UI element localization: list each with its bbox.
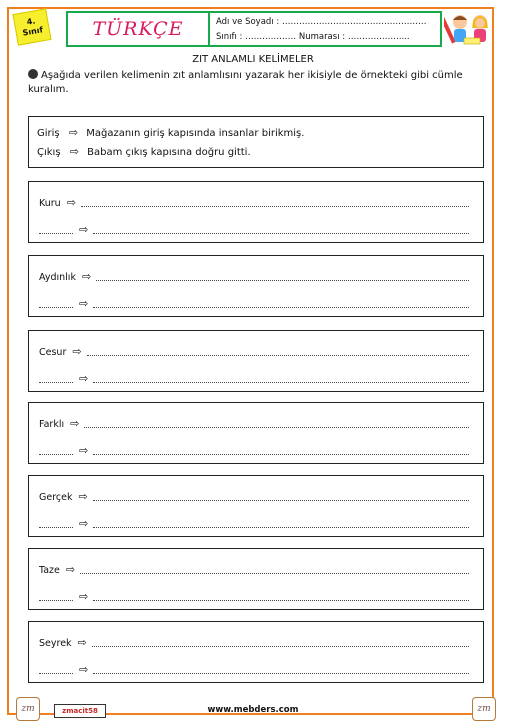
- antonym-blank[interactable]: [39, 445, 73, 455]
- subject-title: TÜRKÇE: [92, 18, 184, 40]
- antonym-row: [39, 223, 469, 236]
- exercise-box: [28, 181, 484, 243]
- zm-logo-left: zm: [16, 697, 40, 721]
- sentence-blank[interactable]: [93, 373, 469, 383]
- given-word: Cesur: [39, 347, 67, 358]
- sentence-blank[interactable]: [93, 224, 469, 234]
- example-word-1: Giriş: [37, 128, 60, 139]
- example-sentence-1: Mağazanın giriş kapısında insanlar birikmiş.: [86, 128, 305, 139]
- exercise-box: [28, 475, 484, 537]
- antonym-row: [39, 590, 469, 603]
- sentence-blank[interactable]: [93, 491, 469, 501]
- arrow-icon: ⇨: [70, 417, 80, 430]
- arrow-icon: ⇨: [79, 297, 89, 310]
- word-row: [39, 563, 469, 576]
- exercise-box: [28, 621, 484, 683]
- sentence-blank[interactable]: [92, 637, 469, 647]
- exercise-box: [28, 402, 484, 464]
- arrow-icon: ⇨: [79, 223, 89, 236]
- exercise-box: [28, 330, 484, 392]
- instruction-text: Aşağıda verilen kelimenin zıt anlamlısını yazarak her ikisiyle de örnekteki gibi cümle kuralım.: [28, 70, 463, 95]
- word-row: [39, 270, 469, 283]
- example-line-2: [37, 143, 475, 162]
- antonym-row: [39, 372, 469, 385]
- sentence-blank[interactable]: [93, 445, 469, 455]
- arrow-icon: ⇨: [68, 126, 79, 139]
- antonym-blank[interactable]: [39, 373, 73, 383]
- arrow-icon: ⇨: [79, 517, 89, 530]
- grade-number: 4.: [26, 16, 37, 27]
- word-row: [39, 417, 469, 430]
- word-row: [39, 196, 469, 209]
- footer-url: www.mebders.com: [207, 705, 299, 715]
- antonym-blank[interactable]: [39, 224, 73, 234]
- antonym-blank[interactable]: [39, 591, 73, 601]
- antonym-row: [39, 517, 469, 530]
- given-word: Kuru: [39, 198, 61, 209]
- antonym-blank[interactable]: [39, 298, 73, 308]
- sentence-blank[interactable]: [93, 518, 469, 528]
- antonym-row: [39, 444, 469, 457]
- word-row: [39, 490, 469, 503]
- antonym-row: [39, 297, 469, 310]
- arrow-icon: ⇨: [65, 563, 76, 576]
- sentence-blank[interactable]: [80, 564, 469, 574]
- arrow-icon: ⇨: [81, 270, 92, 283]
- given-word: Aydınlık: [39, 272, 76, 283]
- sentence-blank[interactable]: [87, 346, 469, 356]
- example-word-2: Çıkış: [37, 147, 61, 158]
- author-tag: zmacit58: [54, 704, 106, 718]
- sentence-blank[interactable]: [93, 664, 469, 674]
- name-field: Adı ve Soyadı : ……………………………………………: [216, 17, 427, 27]
- class-field: Sınıfı : ……………… Numarası : ………………....: [216, 32, 410, 42]
- sentence-blank[interactable]: [81, 197, 469, 207]
- arrow-icon: ⇨: [79, 444, 89, 457]
- example-line-1: [37, 124, 475, 143]
- word-row: [39, 636, 469, 649]
- arrow-icon: ⇨: [77, 636, 87, 649]
- sentence-blank[interactable]: [96, 271, 469, 281]
- word-row: [39, 345, 469, 358]
- student-info-box: [210, 11, 442, 47]
- sentence-blank[interactable]: [84, 418, 469, 428]
- antonym-row: [39, 663, 469, 676]
- given-word: Seyrek: [39, 638, 72, 649]
- antonym-blank[interactable]: [39, 518, 73, 528]
- exercise-box: [28, 548, 484, 610]
- given-word: Taze: [39, 565, 60, 576]
- arrow-icon: ⇨: [79, 372, 89, 385]
- kids-illustration-icon: [444, 10, 496, 48]
- zm-logo-right: zm: [472, 697, 496, 721]
- arrow-icon: ⇨: [66, 196, 76, 209]
- given-word: Gerçek: [39, 492, 73, 503]
- exercise-box: [28, 255, 484, 317]
- given-word: Farklı: [39, 419, 65, 430]
- flower-bullet-icon: [28, 69, 38, 79]
- sentence-blank[interactable]: [93, 591, 469, 601]
- arrow-icon: ⇨: [78, 490, 88, 503]
- arrow-icon: ⇨: [79, 663, 89, 676]
- page-heading: ZIT ANLAMLI KELİMELER: [192, 54, 314, 65]
- antonym-blank[interactable]: [39, 664, 73, 674]
- subject-title-box: [66, 11, 210, 47]
- sentence-blank[interactable]: [93, 298, 469, 308]
- grade-badge: [12, 8, 51, 45]
- example-box: [28, 116, 484, 168]
- grade-label: Sınıf: [21, 25, 44, 38]
- arrow-icon: ⇨: [69, 145, 79, 158]
- arrow-icon: ⇨: [72, 345, 82, 358]
- instruction: [28, 69, 483, 97]
- example-sentence-2: Babam çıkış kapısına doğru gitti.: [87, 147, 251, 158]
- arrow-icon: ⇨: [79, 590, 89, 603]
